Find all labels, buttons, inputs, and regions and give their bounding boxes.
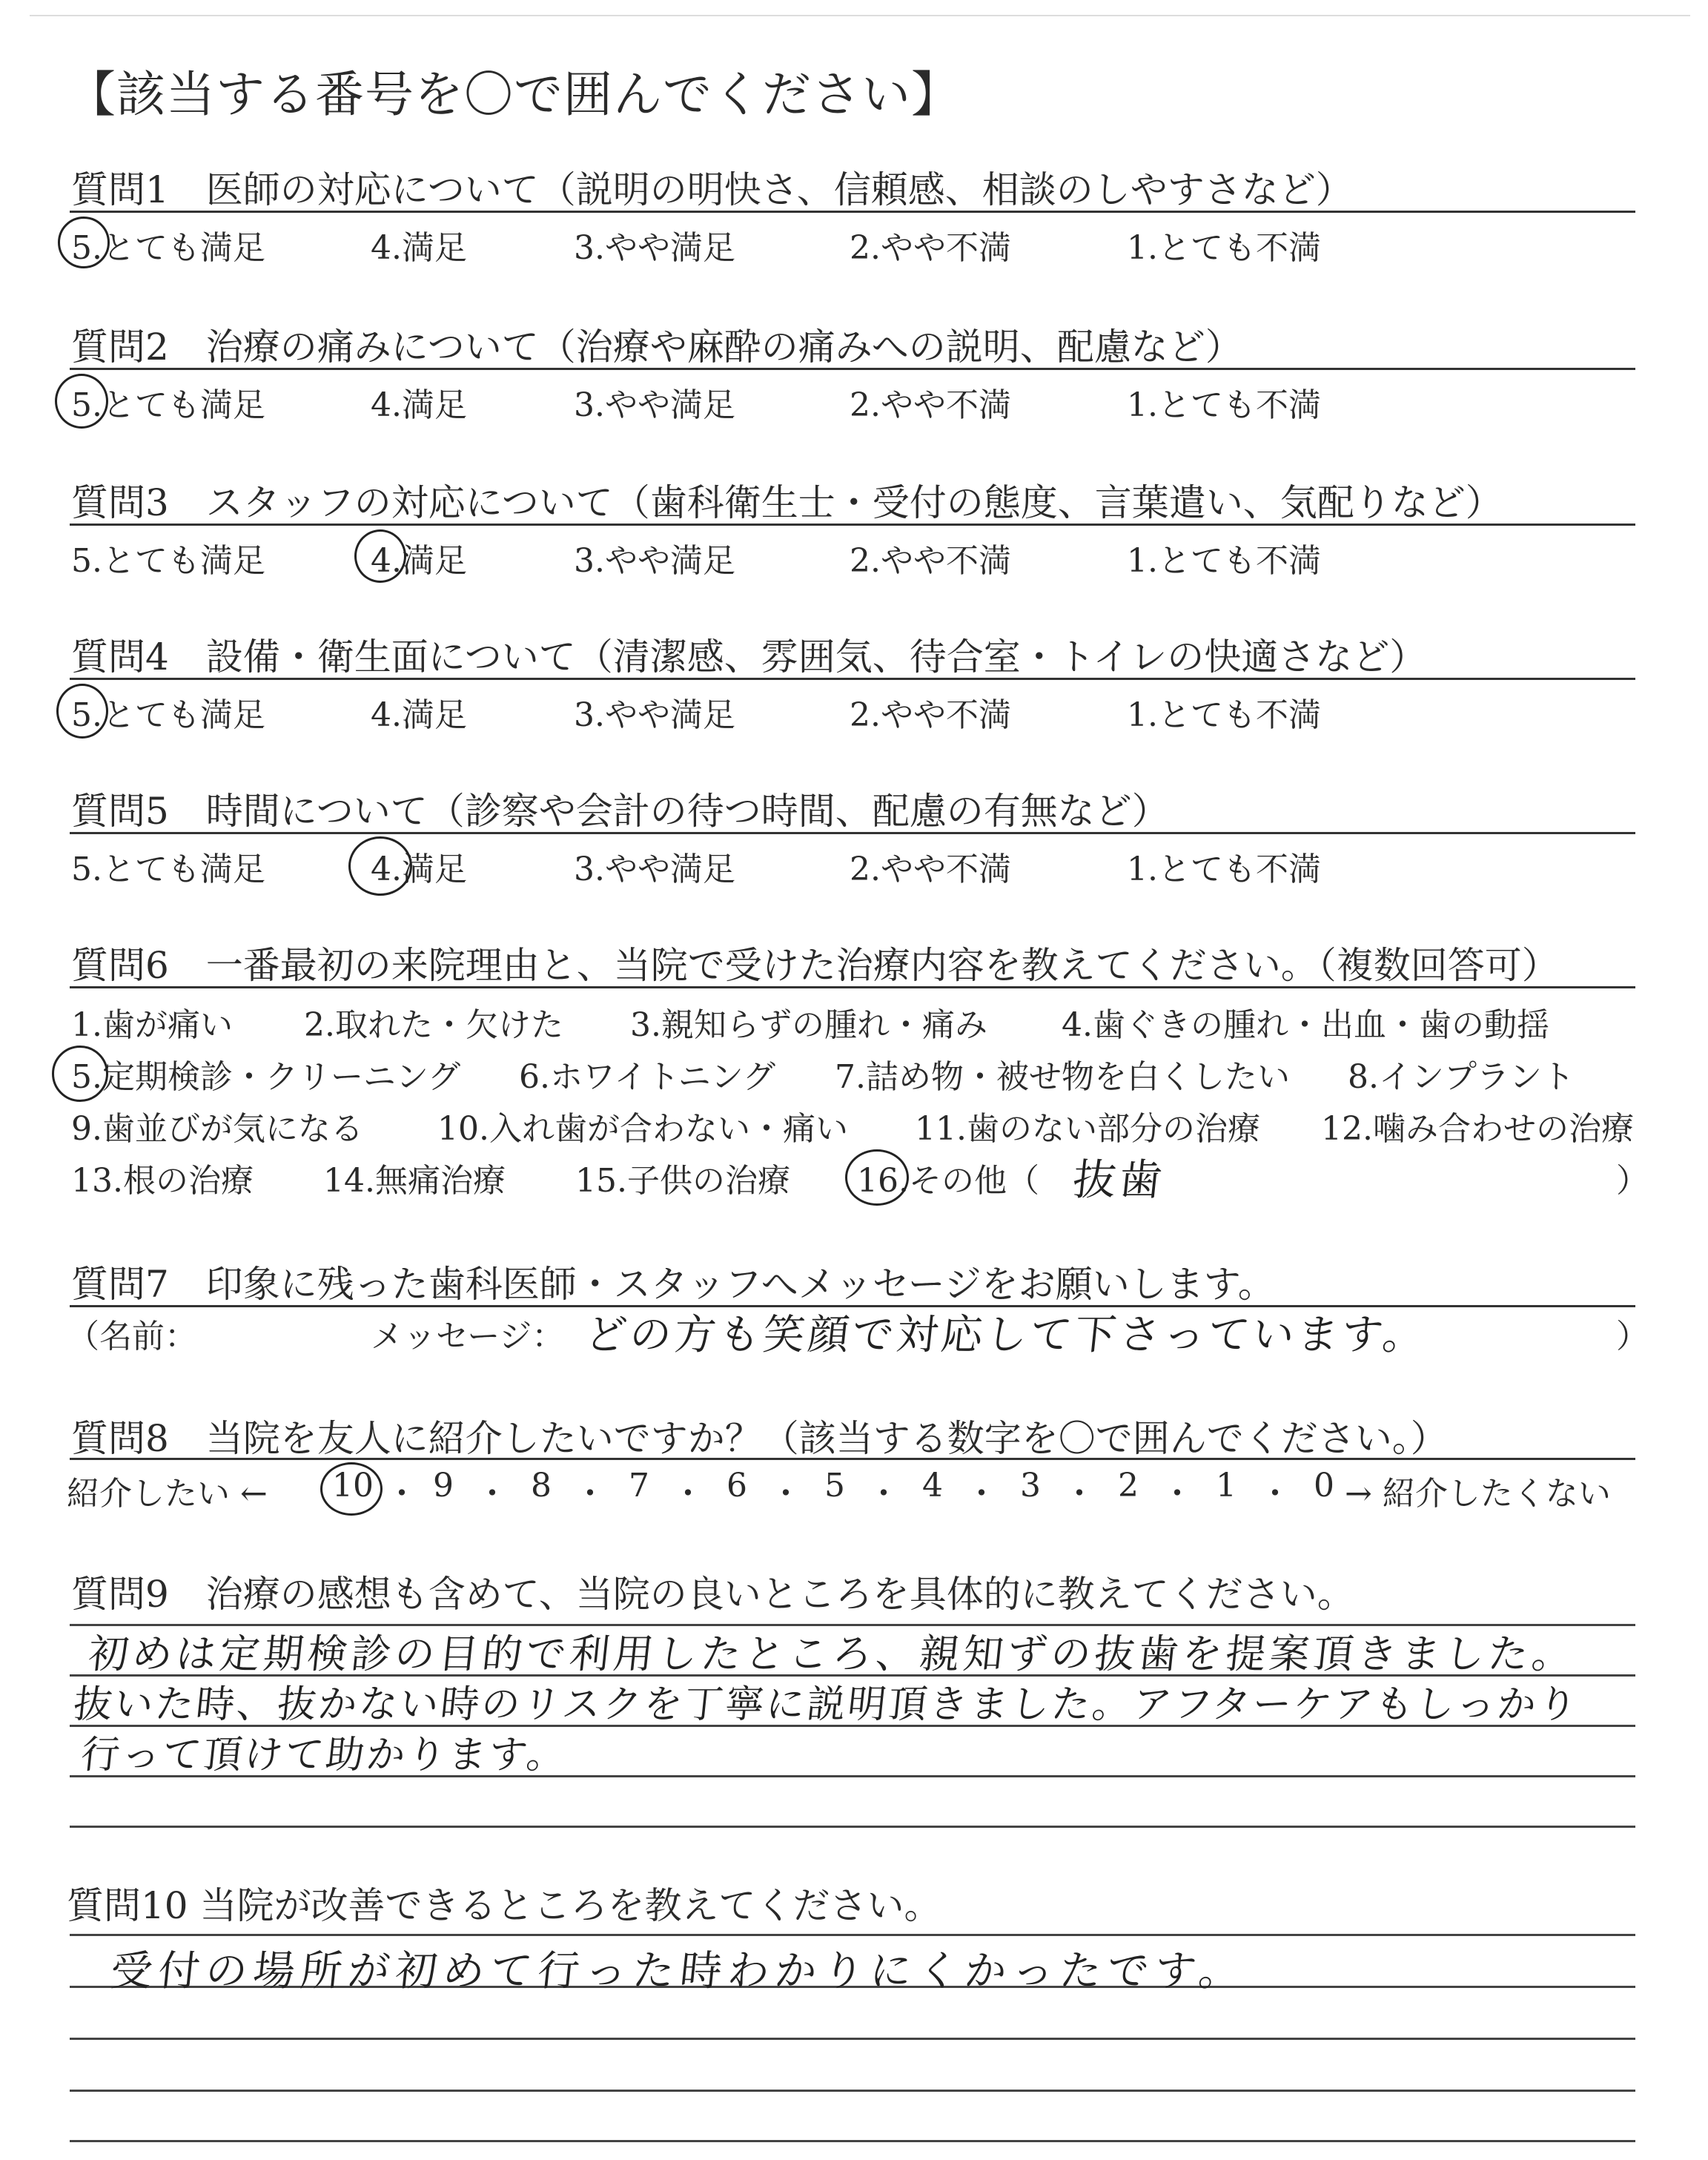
option-1[interactable]: 1.とても不満	[1127, 542, 1321, 580]
reason-11[interactable]: 11.歯のない部分の治療	[915, 1110, 1260, 1148]
selection-circle	[348, 836, 412, 896]
recommend-scale	[326, 1467, 1343, 1514]
reason-10[interactable]: 10.入れ歯が合わない・痛い	[437, 1110, 848, 1148]
question-heading: 質問7 印象に残った歯科医師・スタッフへメッセージをお願いします。	[71, 1263, 1275, 1306]
question-heading: 質問3 スタッフの対応について（歯科衛生士・受付の態度、言葉遣い、気配りなど）	[71, 481, 1503, 524]
scale-3[interactable]: 3	[1020, 1467, 1041, 1505]
answer-line	[70, 2038, 1635, 2040]
name-label: （名前：	[67, 1318, 197, 1355]
reason-5[interactable]: 5.定期検診・クリーニング	[71, 1058, 461, 1096]
scale-dot: ・	[867, 1475, 900, 1513]
scale-8[interactable]: 8	[531, 1467, 552, 1505]
scale-dot: ・	[769, 1475, 802, 1513]
option-5[interactable]: 5.とても満足	[71, 851, 265, 888]
scale-dot: ・	[1063, 1475, 1096, 1513]
option-3[interactable]: 3.やや満足	[574, 696, 735, 734]
reason-12[interactable]: 12.噛み合わせの治療	[1321, 1110, 1634, 1148]
option-4[interactable]: 4.満足	[371, 696, 467, 734]
scale-1[interactable]: 1	[1216, 1467, 1237, 1505]
option-1[interactable]: 1.とても不満	[1127, 386, 1321, 424]
question-heading: 質問5 時間について（診察や会計の待つ時間、配慮の有無など）	[71, 790, 1169, 833]
option-5[interactable]: 5.とても満足	[71, 386, 265, 424]
question-heading: 質問1 医師の対応について（説明の明快さ、信頼感、相談のしやすさなど）	[71, 168, 1353, 211]
option-2[interactable]: 2.やや不満	[850, 696, 1011, 734]
option-3[interactable]: 3.やや満足	[574, 851, 735, 888]
option-1[interactable]: 1.とても不満	[1127, 696, 1321, 734]
selection-circle	[354, 529, 406, 583]
scale-10[interactable]: 10	[332, 1467, 374, 1505]
other-reason-handwritten: 抜歯	[1070, 1155, 1168, 1205]
page-title: 【該当する番号を〇で囲んでください】	[67, 66, 961, 123]
divider	[70, 678, 1635, 680]
reason-2[interactable]: 2.取れた・欠けた	[304, 1006, 563, 1044]
option-2[interactable]: 2.やや不満	[850, 851, 1011, 888]
answer-handwritten-line: 行って頂けて助かります。	[79, 1733, 570, 1777]
reason-4[interactable]: 4.歯ぐきの腫れ・出血・歯の動揺	[1062, 1006, 1549, 1044]
selection-circle	[58, 217, 110, 268]
selection-circle	[845, 1149, 909, 1206]
scale-dot: ・	[385, 1475, 418, 1513]
reason-8[interactable]: 8.インプラント	[1348, 1058, 1575, 1096]
scale-dot: ・	[1161, 1475, 1194, 1513]
answer-line	[70, 2140, 1635, 2142]
option-3[interactable]: 3.やや満足	[574, 542, 735, 580]
question-heading: 質問6 一番最初の来院理由と、当院で受けた治療内容を教えてください。（複数回答可）	[71, 944, 1559, 987]
reason-15[interactable]: 15.子供の治療	[575, 1162, 790, 1200]
scale-dot: ・	[672, 1475, 704, 1513]
option-1[interactable]: 1.とても不満	[1127, 229, 1321, 267]
divider	[70, 211, 1635, 213]
selection-circle	[55, 374, 108, 429]
answer-line	[70, 1826, 1635, 1828]
selection-circle	[52, 1046, 108, 1102]
divider	[70, 1458, 1635, 1460]
answer-handwritten-line: 抜いた時、抜かない時のリスクを丁寧に説明頂きました。アフターケアもしっかり	[71, 1682, 1581, 1727]
question-heading: 質問9 治療の感想も含めて、当院の良いところを具体的に教えてください。	[71, 1573, 1354, 1616]
reason-9[interactable]: 9.歯並びが気になる	[71, 1110, 363, 1148]
option-2[interactable]: 2.やや不満	[850, 542, 1011, 580]
scale-0[interactable]: 0	[1314, 1467, 1334, 1505]
question-heading: 質問8 当院を友人に紹介したいですか？（該当する数字を〇で囲んでください。）	[71, 1417, 1448, 1460]
option-5[interactable]: 5.とても満足	[71, 229, 265, 267]
scale-dot: ・	[1259, 1475, 1291, 1513]
close-paren: ）	[1616, 1318, 1649, 1355]
option-4[interactable]: 4.満足	[371, 851, 467, 888]
divider	[70, 368, 1635, 370]
message-label: メッセージ：	[371, 1318, 565, 1355]
close-paren: ）	[1616, 1162, 1649, 1200]
option-5[interactable]: 5.とても満足	[71, 542, 265, 580]
option-2[interactable]: 2.やや不満	[850, 229, 1011, 267]
selection-circle	[56, 684, 108, 739]
divider	[70, 832, 1635, 834]
option-2[interactable]: 2.やや不満	[850, 386, 1011, 424]
scale-7[interactable]: 7	[629, 1467, 649, 1505]
answer-line	[70, 2090, 1635, 2092]
option-4[interactable]: 4.満足	[371, 229, 467, 267]
scale-6[interactable]: 6	[726, 1467, 747, 1505]
answer-handwritten-line: 受付の場所が初めて行った時わかりにくかったです。	[108, 1947, 1249, 1995]
divider	[70, 986, 1635, 988]
scale-9[interactable]: 9	[433, 1467, 454, 1505]
scan-edge-line	[30, 15, 1690, 16]
scale-dot: ・	[574, 1475, 606, 1513]
message-handwritten: どの方も笑顔で対応して下さっています。	[583, 1311, 1430, 1359]
option-5[interactable]: 5.とても満足	[71, 696, 265, 734]
question-heading: 質問10 当院が改善できるところを教えてください。	[67, 1884, 941, 1927]
scale-dot: ・	[476, 1475, 509, 1513]
option-4[interactable]: 4.満足	[371, 386, 467, 424]
scale-2[interactable]: 2	[1118, 1467, 1139, 1505]
reason-16[interactable]: 16.その他（	[857, 1162, 1039, 1200]
answer-handwritten-line: 初めは定期検診の目的で利用したところ、親知ずの抜歯を提案頂きました。	[86, 1631, 1578, 1677]
scale-5[interactable]: 5	[824, 1467, 845, 1505]
reason-13[interactable]: 13.根の治療	[71, 1162, 254, 1200]
reason-3[interactable]: 3.親知らずの腫れ・痛み	[630, 1006, 987, 1044]
reason-14[interactable]: 14.無痛治療	[323, 1162, 506, 1200]
question-heading: 質問2 治療の痛みについて（治療や麻酔の痛みへの説明、配慮など）	[71, 326, 1242, 369]
divider	[70, 524, 1635, 526]
scale-right-label: → 紹介したくない	[1345, 1475, 1611, 1513]
option-4[interactable]: 4.満足	[371, 542, 467, 580]
option-3[interactable]: 3.やや満足	[574, 229, 735, 267]
option-3[interactable]: 3.やや満足	[574, 386, 735, 424]
answer-line	[70, 1934, 1635, 1936]
scale-4[interactable]: 4	[922, 1467, 943, 1505]
scale-dot: ・	[965, 1475, 998, 1513]
question-heading: 質問4 設備・衛生面について（清潔感、雰囲気、待合室・トイレの快適さなど）	[71, 635, 1427, 678]
reason-6[interactable]: 6.ホワイトニング	[519, 1058, 776, 1096]
option-1[interactable]: 1.とても不満	[1127, 851, 1321, 888]
scale-left-label: 紹介したい ←	[67, 1475, 268, 1513]
selection-circle	[320, 1462, 383, 1516]
reason-1[interactable]: 1.歯が痛い	[71, 1006, 233, 1044]
reason-7[interactable]: 7.詰め物・被せ物を白くしたい	[835, 1058, 1290, 1096]
